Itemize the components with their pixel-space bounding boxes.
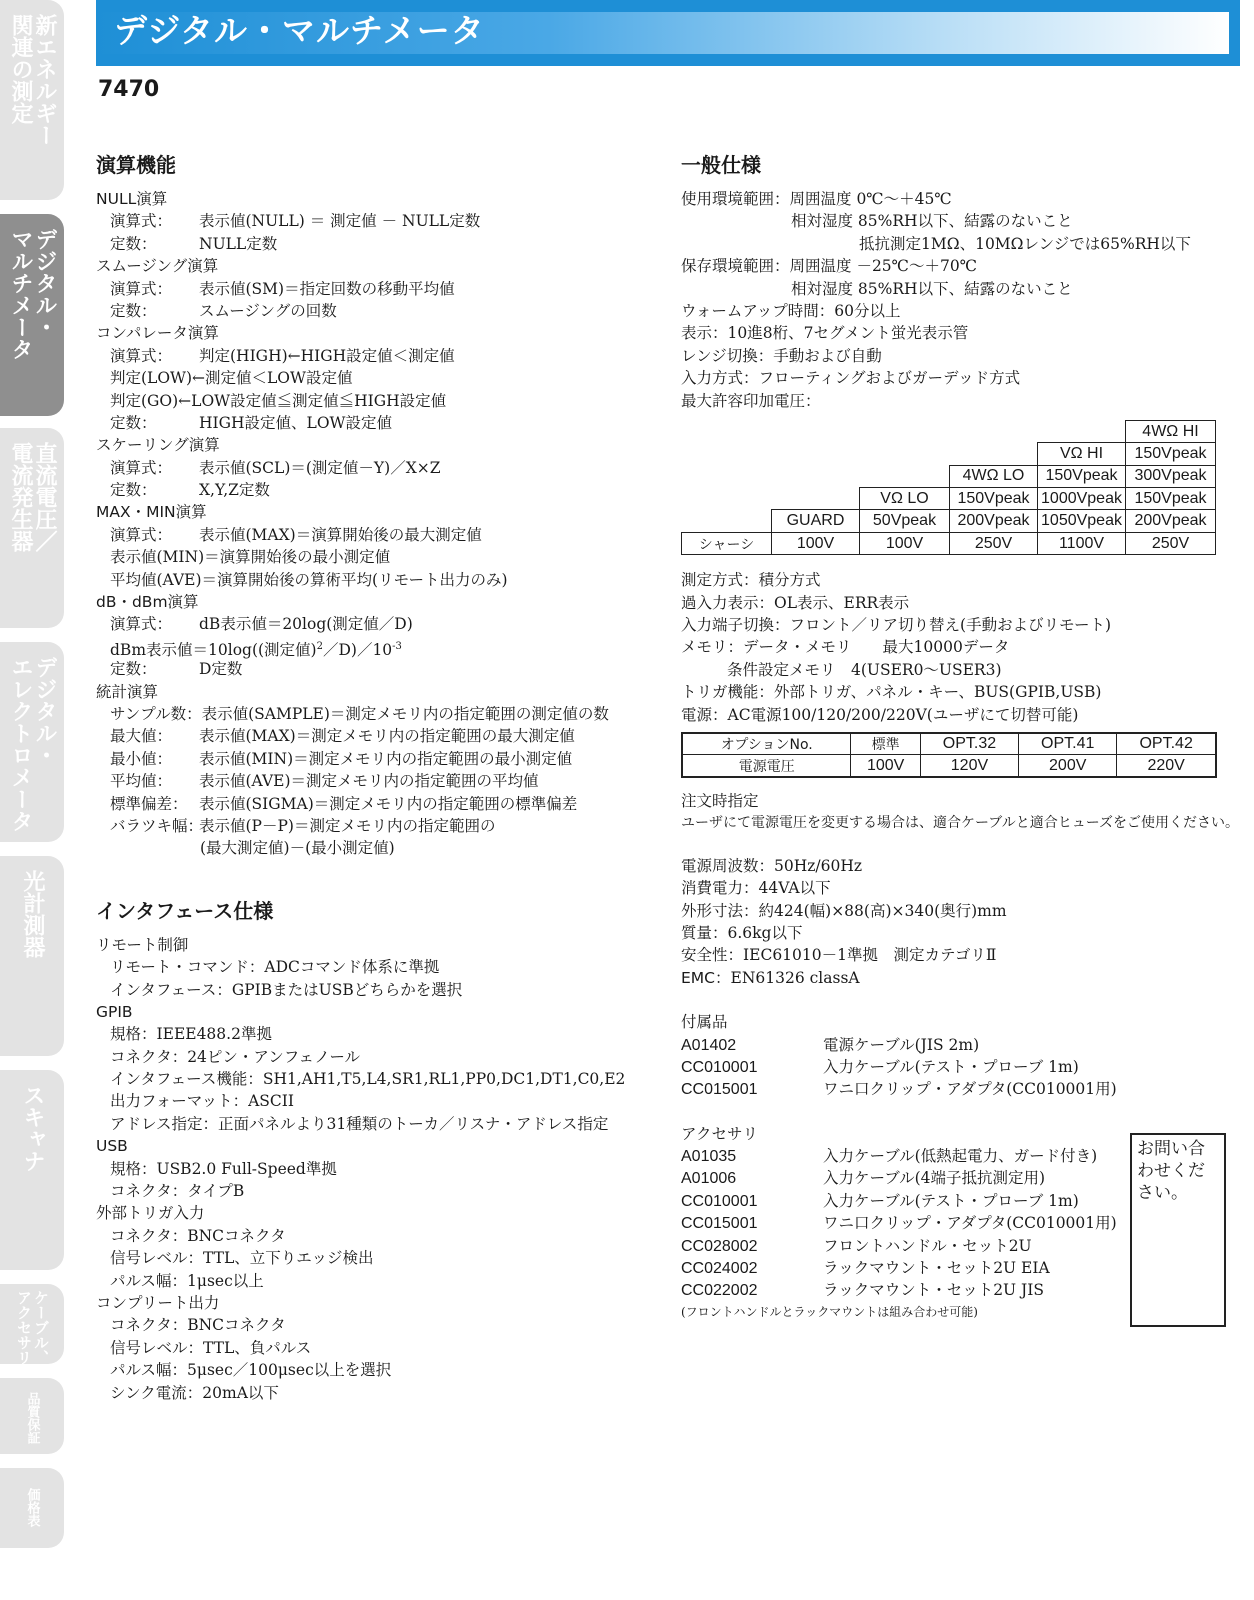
spec-line: ウォームアップ時間：60分以上 xyxy=(681,301,901,320)
table-cell: 300Vpeak xyxy=(1126,465,1216,487)
tab-label: エレクトロメータ xyxy=(8,656,33,832)
spec-line: 信号レベル：TTL、負パルス xyxy=(110,1338,312,1357)
table-header: 4WΩ HI xyxy=(1126,420,1216,442)
table-cell: 200V xyxy=(1019,755,1117,777)
tab-label: アクセサリ xyxy=(15,1290,33,1365)
table-cell: 150Vpeak xyxy=(1126,488,1216,510)
spec-line: コネクタ：BNCコネクタ xyxy=(110,1316,286,1335)
spec-line: 最大値： 表示値(MAX)＝測定メモリ内の指定範囲の最大測定値 xyxy=(110,727,575,746)
spec-line: 判定(GO)←LOW設定値≦測定値≦HIGH設定値 xyxy=(110,391,447,410)
spec-line: 表示値(MIN)＝演算開始後の最小測定値 xyxy=(110,548,391,567)
spec-line: 演算式： 表示値(SCL)＝(測定値－Y)／X×Z xyxy=(110,458,441,477)
table-cell: 電源電圧 xyxy=(682,755,851,777)
list-item: CC015001 ワニ口クリップ・アダプタ(CC010001用) xyxy=(681,1080,1117,1099)
table-cell: 200Vpeak xyxy=(950,510,1038,532)
section-title-general: 一般仕様 xyxy=(681,153,761,177)
list-item: A01006 入力ケーブル(4端子抵抗測定用) xyxy=(681,1169,1046,1188)
table-header: オプションNo. xyxy=(682,733,851,755)
spec-line: 演算式： 表示値(SM)＝指定回数の移動平均値 xyxy=(110,279,455,298)
table-header: 4WΩ LO xyxy=(950,465,1038,487)
section-title-calc: 演算機能 xyxy=(96,153,176,177)
spec-line: 条件設定メモリ 4(USER0～USER3) xyxy=(727,660,1002,679)
calc-smooth-title: スムージング演算 xyxy=(96,257,219,276)
tab-quality[interactable] xyxy=(0,1378,64,1454)
list-item: A01035 入力ケーブル(低熱起電力、ガード付き) xyxy=(681,1147,1098,1166)
spec-line: 規格：USB2.0 Full-Speed準拠 xyxy=(110,1159,337,1178)
spec-line: バラツキ幅：表示値(P－P)＝測定メモリ内の指定範囲の xyxy=(110,816,496,835)
spec-line: 入力方式：フローティングおよびガーデッド方式 xyxy=(681,369,1021,388)
options-title: アクセサリ xyxy=(681,1124,759,1143)
spec-line: 平均値： 表示値(AVE)＝測定メモリ内の指定範囲の平均値 xyxy=(110,772,539,791)
order-note-title: 注文時指定 xyxy=(681,791,759,810)
list-item: CC024002 ラックマウント・セット2U EIA xyxy=(681,1259,1050,1278)
section-tabs xyxy=(0,0,66,1600)
table-cell: 220V xyxy=(1117,755,1216,777)
spec-line: EMC：EN61326 classA xyxy=(681,968,860,987)
table-cell: 100V xyxy=(860,532,950,554)
tab-dc-source[interactable] xyxy=(0,428,64,628)
table-header: OPT.41 xyxy=(1019,733,1117,755)
calc-maxmin-title: MAX・MIN演算 xyxy=(96,503,207,522)
list-item: CC022002 ラックマウント・セット2U JIS xyxy=(681,1281,1044,1300)
spec-line: 入力端子切換：フロント／リア切り替え(手動およびリモート) xyxy=(681,616,1111,635)
spec-line: 定数： NULL定数 xyxy=(110,234,278,253)
spec-line: 最大許容印加電圧： xyxy=(681,391,821,410)
tab-label: スキャナ xyxy=(20,1084,45,1172)
table-header: VΩ HI xyxy=(1038,443,1126,465)
spec-line: 演算式： 判定(HIGH)←HIGH設定値＜測定値 xyxy=(110,346,455,365)
spec-line: コネクタ：タイプB xyxy=(110,1182,245,1201)
table-cell: 150Vpeak xyxy=(1038,465,1126,487)
iface-complete-title: コンプリート出力 xyxy=(96,1293,220,1312)
spec-line: 最小値： 表示値(MIN)＝測定メモリ内の指定範囲の最小測定値 xyxy=(110,749,573,768)
list-item: CC015001 ワニ口クリップ・アダプタ(CC010001用) xyxy=(681,1214,1117,1233)
spec-line: メモリ：データ・メモリ 最大10000データ xyxy=(681,638,1010,657)
tab-label: 価格表 xyxy=(24,1488,40,1527)
list-item: CC010001 入力ケーブル(テスト・プローブ 1m) xyxy=(681,1057,1079,1076)
table-cell: 50Vpeak xyxy=(860,510,950,532)
spec-line: 定数： HIGH設定値、LOW設定値 xyxy=(110,413,392,432)
calc-db-title: dB・dBm演算 xyxy=(96,593,199,612)
tab-cables[interactable] xyxy=(0,1284,64,1364)
spec-line: 電源：AC電源100/120/200/220V(ユーザにて切替可能) xyxy=(681,705,1079,724)
spec-line: 抵抗測定1MΩ、10MΩレンジでは65%RH以下 xyxy=(859,234,1191,253)
spec-line: 使用環境範囲：周囲温度 0℃～＋45℃ xyxy=(681,190,952,208)
tab-label: 関連の測定 xyxy=(8,14,33,124)
spec-line: 測定方式：積分方式 xyxy=(681,571,821,590)
spec-line: 相対湿度 85%RH以下、結露のないこと xyxy=(791,212,1073,231)
table-header: シャーシ xyxy=(682,532,772,554)
spec-line: コネクタ：24ピン・アンフェノール xyxy=(110,1047,361,1066)
tab-label: 直流電圧／ xyxy=(32,442,57,552)
list-item: CC010001 入力ケーブル(テスト・プローブ 1m) xyxy=(681,1191,1079,1210)
tab-optical[interactable] xyxy=(0,856,64,1056)
spec-line: 判定(LOW)←測定値＜LOW設定値 xyxy=(110,369,353,388)
table-header: OPT.42 xyxy=(1117,733,1216,755)
table-header: VΩ LO xyxy=(860,488,950,510)
tab-label: マルチメータ xyxy=(8,228,33,360)
spec-line: コネクタ：BNCコネクタ xyxy=(110,1226,286,1245)
spec-line: dBm表示値＝10log((測定値)$^2/D)/10^{-3}$ xyxy=(110,640,402,659)
spec-line: リモート・コマンド：ADCコマンド体系に準拠 xyxy=(110,958,440,977)
calc-comp-title: コンパレータ演算 xyxy=(96,324,219,343)
tab-label: デジタル・ xyxy=(32,656,57,766)
tab-new-energy[interactable] xyxy=(0,0,64,200)
spec-line: レンジ切換：手動および自動 xyxy=(681,346,882,365)
spec-line: 相対湿度 85%RH以下、結露のないこと xyxy=(791,279,1073,298)
spec-line: 外形寸法：約424(幅)×88(高)×340(奥行)mm xyxy=(681,901,1007,920)
list-item: A01402 電源ケーブル(JIS 2m) xyxy=(681,1035,980,1054)
spec-line: 標準偏差： 表示値(SIGMA)＝測定メモリ内の指定範囲の標準偏差 xyxy=(110,794,578,813)
left-column xyxy=(96,150,656,1404)
list-item: CC028002 フロントハンドル・セット2U xyxy=(681,1236,1032,1255)
power-option-table xyxy=(681,732,1217,778)
table-cell: 1100V xyxy=(1038,532,1126,554)
calc-stat-title: 統計演算 xyxy=(96,682,159,701)
table-cell: 150Vpeak xyxy=(950,488,1038,510)
spec-line: インタフェース：GPIBまたはUSBどちらかを選択 xyxy=(110,980,463,999)
tab-label: ケーブル、 xyxy=(32,1290,50,1365)
tab-scanner[interactable] xyxy=(0,1070,64,1270)
table-header: 標準 xyxy=(851,733,920,755)
spec-line: アドレス指定：正面パネルより31種類のトーカ／リスナ・アドレス指定 xyxy=(110,1114,609,1133)
tab-electrometer[interactable] xyxy=(0,642,64,842)
spec-line: 演算式： 表示値(MAX)＝演算開始後の最大測定値 xyxy=(110,525,482,544)
spec-line: 出力フォーマット：ASCII xyxy=(110,1092,295,1111)
page-title: デジタル・マルチメータ xyxy=(114,11,485,50)
spec-line: サンプル数：表示値(SAMPLE)＝測定メモリ内の指定範囲の測定値の数 xyxy=(110,704,609,723)
tab-price[interactable] xyxy=(0,1468,64,1548)
spec-line: 過入力表示：OL表示、ERR表示 xyxy=(681,593,910,612)
spec-line: 保存環境範囲：周囲温度 －25℃～＋70℃ xyxy=(681,257,978,276)
accessories-title: 付属品 xyxy=(681,1013,728,1032)
table-cell: 250V xyxy=(1126,532,1216,554)
spec-line: 定数： スムージングの回数 xyxy=(110,301,337,320)
spec-line: 表示：10進8桁、7セグメント蛍光表示管 xyxy=(681,324,969,343)
tab-label: デジタル・ xyxy=(32,228,57,338)
table-cell: 1050Vpeak xyxy=(1038,510,1126,532)
spec-line: 安全性：IEC61010－1準拠 測定カテゴリⅡ xyxy=(681,946,997,965)
spec-line: 質量：6.6kg以下 xyxy=(681,923,803,942)
table-cell: 1000Vpeak xyxy=(1038,488,1126,510)
table-cell: 150Vpeak xyxy=(1126,443,1216,465)
inquiry-box: お問い合わせください。 xyxy=(1130,1133,1226,1327)
spec-line: 消費電力：44VA以下 xyxy=(681,879,831,898)
spec-line: 規格：IEEE488.2準拠 xyxy=(110,1025,272,1044)
tab-label: 光計測器 xyxy=(20,870,45,958)
order-note-text: ユーザにて電源電圧を変更する場合は、適合ケーブルと適合ヒューズをご使用ください。 xyxy=(681,815,1240,832)
calc-scale-title: スケーリング演算 xyxy=(96,436,220,455)
model-number: 7470 xyxy=(98,77,160,102)
table-header: OPT.32 xyxy=(920,733,1018,755)
spec-line: シンク電流：20mA以下 xyxy=(110,1383,279,1402)
spec-line: 定数： D定数 xyxy=(110,660,243,679)
options-note: (フロントハンドルとラックマウントは組み合わせ可能) xyxy=(681,1304,978,1319)
spec-line: 定数： X,Y,Z定数 xyxy=(110,481,270,500)
table-cell: 100V xyxy=(772,532,860,554)
spec-line: 信号レベル：TTL、立下りエッジ検出 xyxy=(110,1249,374,1268)
spec-line: インタフェース機能：SH1,AH1,T5,L4,SR1,RL1,PP0,DC1,DT1,C0,E2 xyxy=(110,1070,626,1089)
spec-line: 演算式： dB表示値＝20log(測定値／D) xyxy=(110,615,413,634)
spec-line: 電源周波数：50Hz/60Hz xyxy=(681,856,863,875)
spec-line: 平均値(AVE)＝演算開始後の算術平均(リモート出力のみ) xyxy=(110,570,508,589)
table-cell: 250V xyxy=(950,532,1038,554)
spec-line: パルス幅：1μsec以上 xyxy=(110,1271,264,1290)
max-voltage-table xyxy=(681,420,1216,555)
calc-null-title: NULL演算 xyxy=(96,190,168,208)
spec-line: (最大測定値)－(最小測定値) xyxy=(200,839,395,858)
table-header: GUARD xyxy=(772,510,860,532)
tab-label: 品質保証 xyxy=(24,1392,40,1444)
section-title-interface: インタフェース仕様 xyxy=(96,898,274,923)
iface-remote-title: リモート制御 xyxy=(96,935,189,954)
spec-line: パルス幅：5μsec／100μsec以上を選択 xyxy=(110,1361,392,1380)
iface-gpib-title: GPIB xyxy=(96,1002,133,1021)
table-cell: 200Vpeak xyxy=(1126,510,1216,532)
tab-label: 新エネルギー xyxy=(32,14,57,146)
title-banner xyxy=(96,0,1240,66)
spec-line: 演算式： 表示値(NULL) ＝ 測定値 － NULL定数 xyxy=(110,212,481,231)
iface-trigger-title: 外部トリガ入力 xyxy=(96,1204,205,1223)
spec-line: トリガ機能：外部トリガ、パネル・キー、BUS(GPIB,USB) xyxy=(681,683,1102,702)
tab-label: 電流発生器 xyxy=(8,442,33,552)
table-cell: 120V xyxy=(920,755,1018,777)
tab-digital-multimeter[interactable] xyxy=(0,214,64,416)
iface-usb-title: USB xyxy=(96,1137,128,1156)
table-cell: 100V xyxy=(851,755,920,777)
